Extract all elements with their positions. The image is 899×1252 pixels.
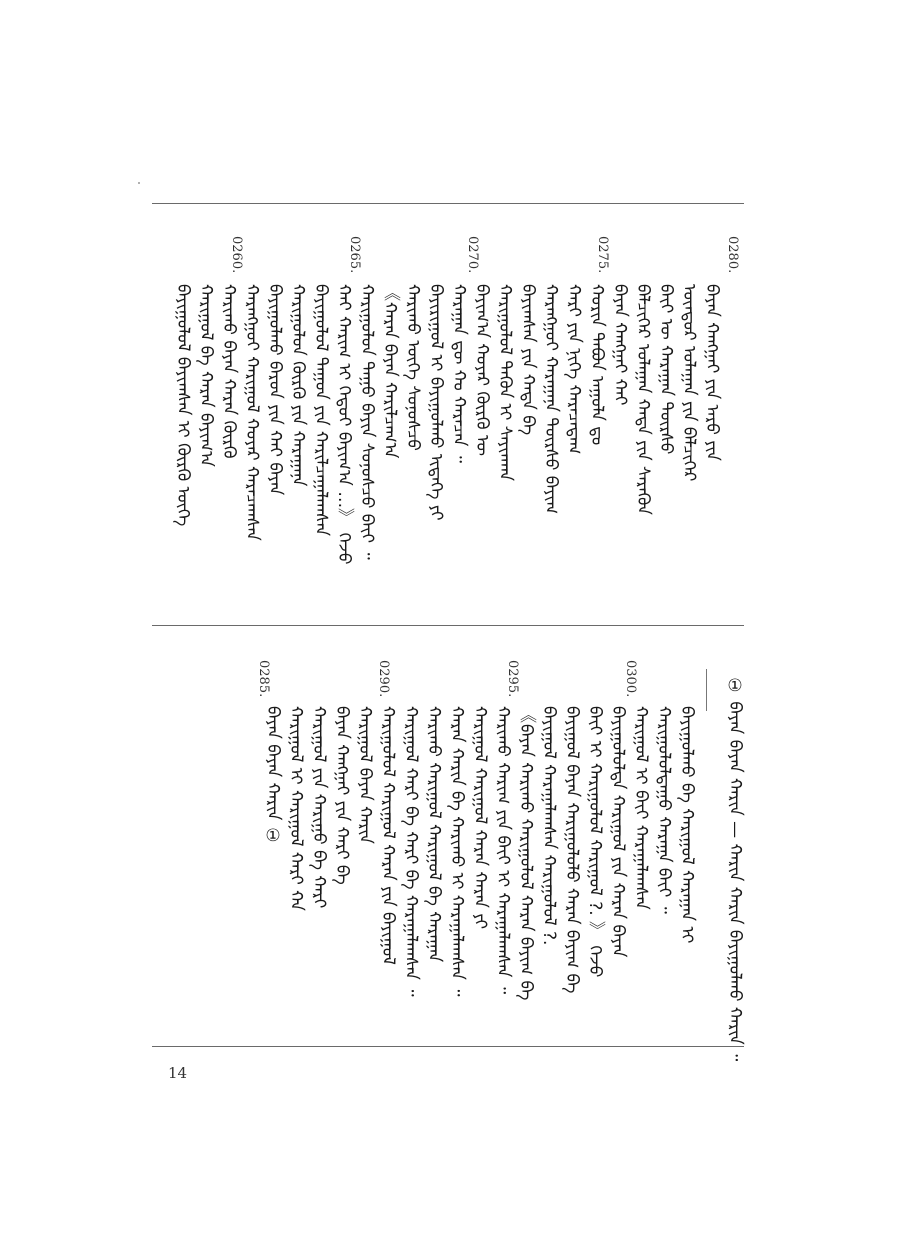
bottom-column-13: ᠬᠠᠷᠢᠭᠤᠯ ᠬᠠᠷᠢ ᠪᠠ ᠬᠠᠷᠢ ᠪᠠ ᠬᠠᠷᠠᠭᠠᠯᠠᠭᠰᠠᠨ ᠃ xyxy=(401,706,421,997)
bottom-column-19: ᠪᠠᠶᠠᠨ ᠪᠠᠶᠠᠨ ᠬᠠᠷᠢᠨ ① xyxy=(263,706,283,846)
bottom-column-16: ᠪᠠᠶᠠᠨ ᠬᠠᠩᠭᠠᠢ ᠶᠢᠨ ᠬᠠᠷᠢ ᠪᠠ xyxy=(332,706,352,885)
bottom-column-10: ᠬᠠᠷᠢᠭᠤᠯ ᠬᠠᠷᠢᠭᠤᠯ ᠬᠠᠷᠠᠨ ᠬᠠᠷᠠᠨ ᠶᠢ xyxy=(470,706,490,929)
top-column-5: ᠪᠠᠶᠠᠨ ᠬᠠᠩᠭᠠᠢ ᠬᠠᠢ xyxy=(610,284,630,406)
bottom-column-3: ᠬᠠᠷᠢᠭᠤᠯ ᠢ ᠪᠠᠶ᠋ᠢ ᠬᠠᠷᠠᠭᠠᠯᠠᠭᠰᠠᠨ xyxy=(631,706,651,910)
bottom-column-17: ᠬᠠᠷᠢᠭᠤᠯ ᠶᠢᠨ ᠬᠠᠷᠢᠭᠤ ᠪᠠ ᠬᠠᠷᠢ xyxy=(309,706,329,909)
top-column-23: ᠬᠠᠷᠢᠭᠤᠯ ᠪᠠ ᠬᠠᠷᠠᠨ ᠪᠠᠶᠢᠭ᠎ᠠ xyxy=(196,284,216,467)
top-column-9: ᠪᠠᠶᠢᠭᠰᠠᠨ ᠶᠢᠨ ᠬᠠᠳᠠ ᠪᠠ xyxy=(518,284,538,436)
top-column-8: ᠬᠠᠷᠠᠩᠭᠤᠢ ᠬᠠᠷᠠᠭᠠᠨᠠ ᠳᠦᠷᠰᠦ ᠪᠠᠶᠢᠭ xyxy=(541,284,561,514)
page-speck xyxy=(138,182,140,184)
top-column-14: ᠬᠠᠷᠢᠬᠤ ᠦᠭᠡ ᠰᠣᠨᠣᠰᠴᠤ xyxy=(403,284,423,451)
bottom-column-8: 《ᠪᠠᠶᠠᠨ ᠬᠠᠷᠢᠬᠤ ᠬᠠᠷᠢᠭᠤᠯᠤᠯ ᠬᠠᠷᠠᠨ ᠪᠠᠶᠢᠭ ᠪᠠ xyxy=(516,706,536,1001)
footnote-separator xyxy=(706,669,707,711)
bottom-column-18: ᠬᠠᠷᠢᠭᠤᠯ ᠢ ᠬᠠᠷᠢᠭᠤᠯ ᠬᠠᠷᠢ ᠬᠠ xyxy=(286,706,306,911)
bottom-column-6: ᠪᠠᠶᠢᠭᠤᠯ ᠪᠠᠶᠠᠨ ᠬᠠᠷᠢᠭᠤᠯᠤᠯᠤ ᠬᠠᠷᠠᠨ ᠪᠠᠶᠢᠭ ᠪᠠ xyxy=(562,706,582,994)
page-number: 14 xyxy=(168,1064,188,1082)
bottom-line-number-0290: 0290. xyxy=(376,660,391,698)
top-column-7: ᠬᠠᠷᠢ ᠶᠢᠨ ᠨᠢᠭᠡ ᠬᠠᠷᠠᠴᠠᠳᠠᠭ xyxy=(564,284,584,455)
bottom-column-7: ᠪᠠᠶᠢᠭᠤᠯ ᠬᠠᠷᠠᠭᠠᠯᠠᠭᠰᠠᠨ ᠬᠠᠷᠢᠭᠤᠯᠤᠯ ?. xyxy=(539,706,559,946)
top-column-6: ᠬᠣᠷᠢᠨ ᠲᠠᠪᠤᠨ ᠠᠭᠤᠯᠠ ᠳᠤ xyxy=(587,284,607,446)
top-column-15: 《ᠬᠠᠷᠠᠨ ᠪᠠᠶᠠᠨ ᠬᠠᠷᠢᠯᠴᠠᠭ᠎ᠠ xyxy=(380,284,400,459)
bottom-column-2: ᠬᠠᠷᠢᠭᠤᠯᠤᠯᠳᠠᠭᠤ ᠬᠠᠷᠠᠭᠠ ᠪᠠᠶ᠋ᠢ ᠃ xyxy=(654,706,674,914)
top-column-16: ᠬᠠᠷᠢᠭᠤᠯᠤᠨ ᠳᠠᠭᠤ ᠪᠠᠶᠢᠨ ᠰᠣᠨᠣᠰᠴᠤ ᠪᠠᠶ᠋ᠢ ᠃ xyxy=(357,284,377,560)
bottom-column-9: ᠬᠠᠷᠢᠬᠤ ᠬᠠᠷᠢᠭ ᠶᠢᠨ ᠪᠠᠶ᠋ᠢ ᠢ ᠬᠠᠷᠠᠭᠠᠯᠠᠭᠰᠠᠨ ᠃ xyxy=(493,706,513,995)
panel-divider-rule xyxy=(152,625,744,626)
bottom-column-1: ᠪᠠᠶᠢᠭᠤᠯᠬᠤ ᠪᠠ ᠬᠠᠷᠢᠭᠤᠯ ᠬᠠᠷᠠᠭᠠᠨ ᠢ xyxy=(677,706,697,944)
bottom-column-15: ᠬᠠᠷᠢᠭᠤᠯ ᠪᠠᠶᠠᠨ ᠬᠠᠷᠢᠨ xyxy=(355,706,375,844)
top-column-3: ᠪᠠᠶ᠋ᠢ ᠦ ᠬᠠᠷᠠᠭᠠᠨ ᠳᠦᠷᠰᠦ xyxy=(656,284,676,455)
top-line-number-0280: 0280. xyxy=(725,236,740,274)
bottom-line-number-0295: 0295. xyxy=(505,660,520,698)
top-column-2: ᠥᠨᠳᠦᠷ ᠤᠯᠠᠭᠠᠨ ᠶᠢᠨ ᠪᠡᠯᠴᠢᠭᠡᠷ xyxy=(679,284,699,482)
bottom-line-number-0300: 0300. xyxy=(623,660,638,698)
bottom-column-12: ᠬᠠᠷᠢᠬᠤ ᠬᠠᠷᠢᠭᠤᠯ ᠬᠠᠷᠢᠭᠤᠯ ᠪᠠ ᠬᠠᠷᠠᠭᠠᠨ xyxy=(424,706,444,963)
top-column-18: ᠪᠠᠶᠢᠭᠤᠯᠤᠯ ᠳᠠᠭᠤᠨ ᠶᠢᠨ ᠬᠠᠷᠢᠯᠴᠠᠭᠠᠯᠠᠭᠰᠠᠨ xyxy=(311,284,331,536)
top-column-13: ᠪᠠᠶᠢᠷᠢᠭᠤᠯ ᠢ ᠪᠠᠶᠢᠭᠤᠯᠬᠤ ᠢᠳᠡᠭᠡ ᠶᠢ xyxy=(426,284,446,521)
bottom-column-5: ᠪᠠᠶ᠋ᠢ ᠢ ᠬᠠᠷᠢᠭᠤᠯᠤᠯ ᠬᠠᠷᠢᠭᠤᠯ ?. 》 ᠭᠡᠵᠦ xyxy=(585,706,605,978)
footnote-text: ① ᠪᠠᠶᠠᠨ ᠪᠠᠶᠠᠨ ᠬᠠᠷᠢᠨ — ᠬᠠᠷᠢᠨ ᠬᠠᠷᠢᠨ ᠪᠠᠶᠢᠭᠤᠯᠬᠤ ᠬᠠᠷᠢᠨ ᠃ xyxy=(725,676,745,1062)
top-line-number-0260: 0260. xyxy=(229,236,244,274)
top-line-number-0265: 0265. xyxy=(347,236,362,274)
bottom-line-number-0285: 0285. xyxy=(256,660,271,698)
top-line-number-0270: 0270. xyxy=(465,236,480,274)
top-line-number-0275: 0275. xyxy=(595,236,610,274)
top-column-20: ᠪᠠᠶᠢᠭᠤᠯᠬᠤ ᠪᠠᠷᠤᠨ ᠶᠢᠨ ᠬᠠᠢ ᠪᠠᠶᠠᠨ xyxy=(265,284,285,496)
top-column-11: ᠪᠠᠶᠢᠭ᠎ᠠ ᠬᠣᠶᠠᠷ ᠬᠦᠷᠬᠦ ᠦ xyxy=(472,284,492,456)
bottom-column-4: ᠪᠠᠶᠢᠭᠤᠯᠤᠯᠳᠠ ᠬᠠᠷᠢᠭᠤᠯ ᠶᠢᠨ ᠬᠠᠷᠠᠨ ᠪᠠᠶᠠᠨ xyxy=(608,706,628,958)
bottom-panel-lower-rule xyxy=(152,1046,744,1047)
top-column-24: ᠪᠠᠶᠢᠭᠤᠯᠤᠯ ᠪᠠᠶᠢᠭᠰᠠᠨ ᠢ ᠬᠦᠷᠬᠦ ᠦᠭᠡ xyxy=(173,284,193,527)
top-column-22: ᠬᠠᠷᠢᠬᠤ ᠪᠠᠶᠠᠨ ᠬᠠᠷᠠᠨ ᠬᠦᠷᠬᠦ xyxy=(219,284,239,459)
top-column-17: ᠬᠠᠢ ᠬᠠᠷᠢᠭ ᠢ ᠬᠡᠳᠦᠢ ᠪᠠᠶᠢᠭ᠎ᠠ …》 ᠭᠡᠵᠦ xyxy=(334,284,354,565)
bottom-column-11: ᠬᠠᠷᠠᠨ ᠬᠠᠷᠢᠨ ᠪᠠ ᠬᠠᠷᠢᠬᠤ ᠢ ᠬᠠᠷᠠᠭᠠᠯᠠᠭᠰᠠᠨ ᠃ xyxy=(447,706,467,997)
top-column-4: ᠪᠡᠯᠴᠢᠭᠡᠷ ᠤᠯᠠᠭᠠᠨ ᠬᠠᠳᠠ ᠶᠢᠨ ᠰᠡᠷᠡᠭᠦᠨ xyxy=(633,284,653,515)
bottom-column-14: ᠬᠠᠷᠢᠭᠤᠯᠤᠯ ᠬᠠᠷᠢᠭᠤᠯ ᠬᠠᠷᠠᠨ ᠶᠢᠨ ᠪᠠᠶᠢᠭᠤᠯ xyxy=(378,706,398,965)
top-column-1: ᠪᠠᠶᠠᠨ ᠬᠠᠩᠭᠠᠢ ᠶᠢᠨ ᠠᠷᠤ ᠶᠢᠨ xyxy=(702,284,722,461)
top-column-10: ᠬᠠᠷᠢᠭᠤᠯᠤᠯ ᠲᠡᠭᠦᠨ ᠢ ᠰᠠᠶᠢᠨᠬᠠᠨ xyxy=(495,284,515,482)
top-column-21: ᠬᠠᠷᠠᠩᠭᠤᠢ ᠬᠠᠷᠢᠭᠤᠯ ᠬᠣᠶᠠᠷ ᠬᠠᠷᠠᠴᠠᠭᠰᠠᠨ xyxy=(242,284,262,541)
top-column-19: ᠬᠠᠷᠢᠭᠤᠯᠤᠨ ᠬᠦᠷᠬᠦ ᠶᠢᠨ ᠬᠠᠷᠠᠭᠠᠨᠠ xyxy=(288,284,308,487)
top-panel-upper-rule xyxy=(152,203,744,204)
top-column-12: ᠬᠠᠷᠠᠭᠠᠨ ᠳᠦ ᠬᠤ ᠬᠠᠷᠠᠴᠠᠨ ᠃ xyxy=(449,284,469,463)
